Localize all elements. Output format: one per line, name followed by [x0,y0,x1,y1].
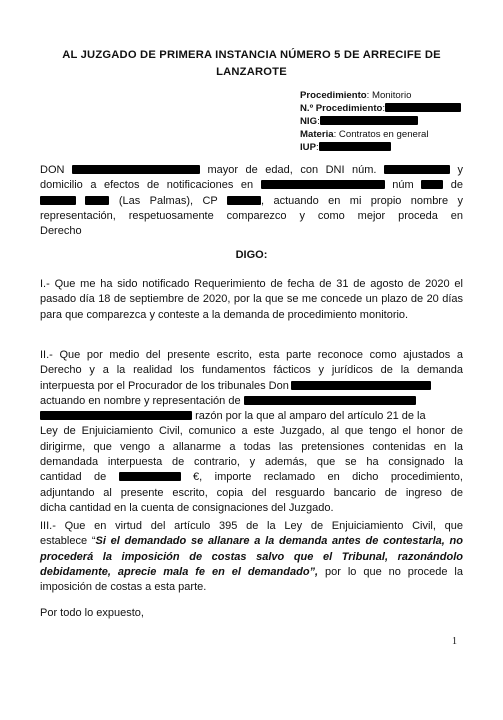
text: mayor de edad, con DNI núm. [207,164,377,176]
meta-sep: : [382,103,386,114]
paragraph-2-line: Ley de Enjuiciamiento Civil, comunico a este Juzgado, al que tengo el honor de [40,425,463,438]
redaction-box [384,165,450,174]
meta-nig [300,115,480,128]
page-number: 1 [452,636,457,647]
paragraph-2-line [40,409,463,424]
meta-numero [300,102,480,115]
redaction-box [72,165,200,174]
text: (Las Palmas), CP [118,194,218,207]
paragraph-3-line: imposición de costas a esta parte. [40,581,207,594]
intro-paragraph [40,163,463,239]
redaction-box [421,180,443,189]
redaction-box [227,196,261,205]
text: de [450,179,464,192]
text: domicilio a efectos de notificaciones en [40,179,254,192]
paragraph-2-line: dicha cantidad en la cuenta de consignaciones del Juzgado. [40,501,334,514]
text: cantidad de [40,471,107,484]
closing-line: Por todo lo expuesto, [40,607,144,619]
document-title [40,47,463,81]
redaction-box [85,196,109,205]
paragraph-2-line: dirigirme, que vengo a allanarme a todas las pretensiones contenidas en la [40,440,463,453]
text: razón por la que al amparo del artículo 21 de la [195,410,426,423]
paragraph-3-line: III.- Que en virtud del artículo 395 de la Ley de Enjuiciamiento Civil, que [40,520,463,532]
paragraph-2-line [40,470,463,485]
case-metadata [300,89,480,154]
text: , actuando en mi propio nombre y [260,194,464,207]
paragraph-1 [40,277,463,323]
text: interpuesta por el Procurador de los tribunales Don [40,379,289,392]
digo-heading: DIGO: [235,249,268,261]
text: y [457,164,464,176]
meta-procedimiento [300,89,480,102]
paragraph-3-line: procederá la imposición de costas salvo que el Tribunal, razonándolo [40,550,463,563]
meta-value: : Contratos en general [333,129,429,140]
meta-label: Procedimiento [300,90,367,101]
intro-line-1 [40,163,463,178]
meta-sep: : [317,116,320,127]
redaction-box [385,103,461,112]
meta-sep: : [316,142,319,153]
paragraph-2-line: II.- Que por medio del presente escrito, esta parte reconoce como ajustados a [40,349,463,361]
paragraph-3 [40,519,463,595]
text: €, importe reclamado en dicho procedimiento, [193,471,463,484]
paragraph-2-line: demandada interpuesta de contrario, y además, que se ha consignado la [40,456,463,469]
meta-label: Materia [300,129,334,140]
meta-value: : Monitorio [366,90,412,101]
meta-materia [300,128,480,141]
meta-label: N.º Procedimiento [300,103,383,114]
title-line-1: AL JUZGADO DE PRIMERA INSTANCIA NÚMERO 5 DE ARRECIFE DE [62,49,441,61]
intro-line-5: Derecho [40,225,82,238]
text: DON [40,164,65,176]
text: actuando en nombre y representación de [40,394,241,407]
text: establece “ [40,535,96,548]
quoted-text: debidamente, aprecie mala fe en el demandado”, [40,565,319,578]
paragraph-2-line: adjuntando al presente escrito, copia del resguardo bancario de ingreso de [40,486,463,499]
redaction-box [291,381,431,390]
text: por lo que no procede la [318,565,463,578]
redaction-box [40,196,76,205]
paragraph-2-line [40,394,463,409]
text: núm [392,179,414,192]
meta-label: NIG [300,116,318,127]
redaction-box [319,142,391,151]
meta-label: IUP [300,142,316,153]
paragraph-2-line [40,379,463,394]
meta-iup [300,141,480,154]
paragraph-2-line: Derecho y a la realidad los fundamentos fácticos y jurídicos de la demanda [40,364,463,377]
paragraph-3-line [40,565,463,580]
intro-line-4: representación, respetuosamente comparezco y como mejor proceda en [40,209,463,222]
redaction-box [119,472,181,481]
intro-line-3 [40,194,463,209]
quoted-text: Si el demandado se allanare a la demanda antes de contestarla, no [95,535,463,548]
redaction-box [40,411,192,420]
intro-line-2 [40,178,463,193]
title-line-2: LANZAROTE [216,66,287,78]
redaction-box [320,116,418,125]
redaction-box [261,180,385,189]
paragraph-2 [40,348,463,516]
redaction-box [244,396,416,405]
paragraph-3-line [40,534,463,549]
paragraph-1-text: I.- Que me ha sido notificado Requerimiento de fecha de 31 de agosto de 2020 el pasado día 18 de septiembre de 2020, por la que se me concede un plazo de 20 días para que comparezca y conteste a la demanda de procedimiento monitorio. [40,278,463,321]
